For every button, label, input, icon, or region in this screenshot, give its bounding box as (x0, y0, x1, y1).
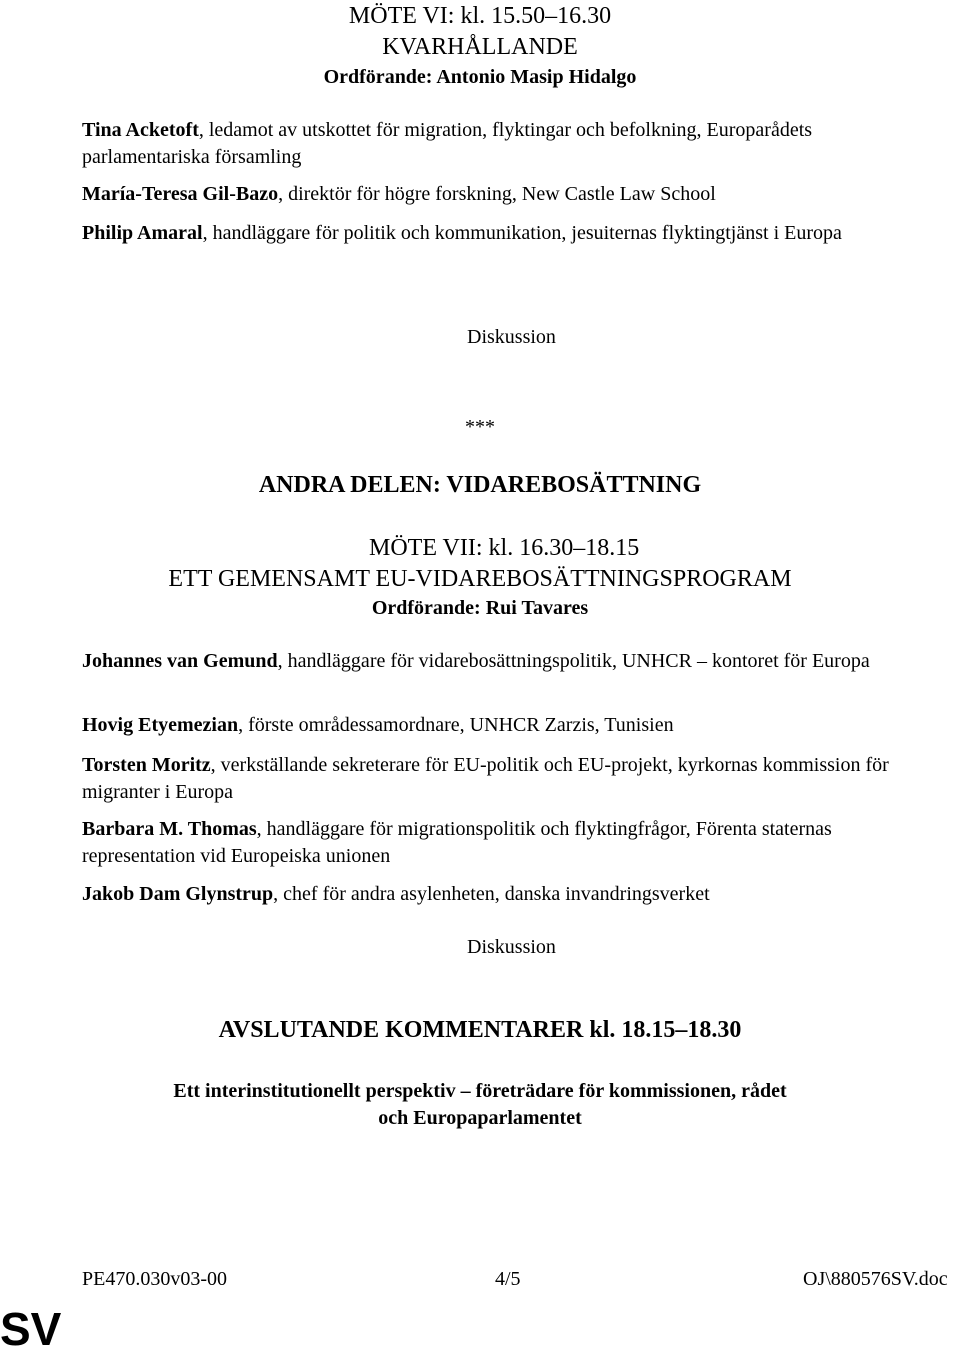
speaker-entry (82, 117, 922, 171)
speaker-name: Hovig Etyemezian (82, 714, 239, 736)
session7-discussion: Diskussion (467, 936, 556, 958)
session7-title: MÖTE VII: kl. 16.30–18.15 (369, 535, 640, 561)
speaker-role: , förste områdessamordnare, UNHCR Zarzis, Tunisien (238, 714, 674, 736)
footer-page-number: 4/5 (495, 1268, 521, 1290)
speaker-role: , verkställande sekreterare för EU-politik och EU-projekt, kyrkornas kommission för migranter i Europa (82, 754, 889, 803)
speaker-name: Philip Amaral (82, 222, 203, 244)
section-separator: *** (465, 416, 495, 438)
language-code: SV (0, 1303, 62, 1355)
speaker-role: , direktör för högre forskning, New Castle Law School (278, 183, 716, 205)
speaker-name: Tina Acketoft (82, 119, 199, 141)
speaker-entry (82, 816, 922, 870)
speaker-role: , ledamot av utskottet för migration, flyktingar och befolkning, Europarådets parlamentariska församling (82, 119, 813, 168)
session7-subtitle: ETT GEMENSAMT EU-VIDAREBOSÄTTNINGSPROGRAM (168, 566, 792, 592)
session6-title: MÖTE VI: kl. 15.50–16.30 (348, 3, 612, 29)
speaker-entry (82, 712, 922, 739)
speaker-name: María-Teresa Gil-Bazo (82, 183, 279, 205)
speaker-name: Jakob Dam Glynstrup (82, 883, 274, 905)
speaker-role: , handläggare för politik och kommunikation, jesuiternas flyktingtjänst i Europa (202, 222, 842, 244)
speaker-role: , handläggare för migrationspolitik och flyktingfrågor, Förenta staternas representation vid Europeiska unionen (82, 818, 832, 867)
speaker-entry (82, 181, 922, 208)
closing-subtitle: Ett interinstitutionellt perspektiv – företrädare för kommissionen, rådet och Europaparlamentet (173, 1080, 787, 1129)
speaker-entry (82, 752, 922, 806)
speaker-name: Johannes van Gemund (82, 650, 278, 672)
speaker-role: , chef för andra asylenheten, danska invandringsverket (273, 883, 710, 905)
session6-discussion: Diskussion (467, 326, 556, 348)
closing-title: AVSLUTANDE KOMMENTARER kl. 18.15–18.30 (218, 1017, 742, 1043)
session7-chair: Ordförande: Rui Tavares (371, 597, 589, 619)
speaker-entry (82, 220, 922, 247)
speaker-role: , handläggare för vidarebosättningspolitik, UNHCR – kontoret för Europa (277, 650, 870, 672)
speaker-entry (82, 881, 922, 908)
session6-chair: Ordförande: Antonio Masip Hidalgo (323, 66, 637, 88)
footer-doc-ref: PE470.030v03-00 (82, 1268, 227, 1290)
session6-subtitle: KVARHÅLLANDE (382, 34, 578, 60)
part2-heading: ANDRA DELEN: VIDAREBOSÄTTNING (258, 472, 702, 498)
speaker-name: Barbara M. Thomas (82, 818, 257, 840)
speaker-entry (82, 648, 922, 675)
speaker-name: Torsten Moritz (82, 754, 211, 776)
footer-file-name: OJ\880576SV.doc (803, 1268, 948, 1290)
